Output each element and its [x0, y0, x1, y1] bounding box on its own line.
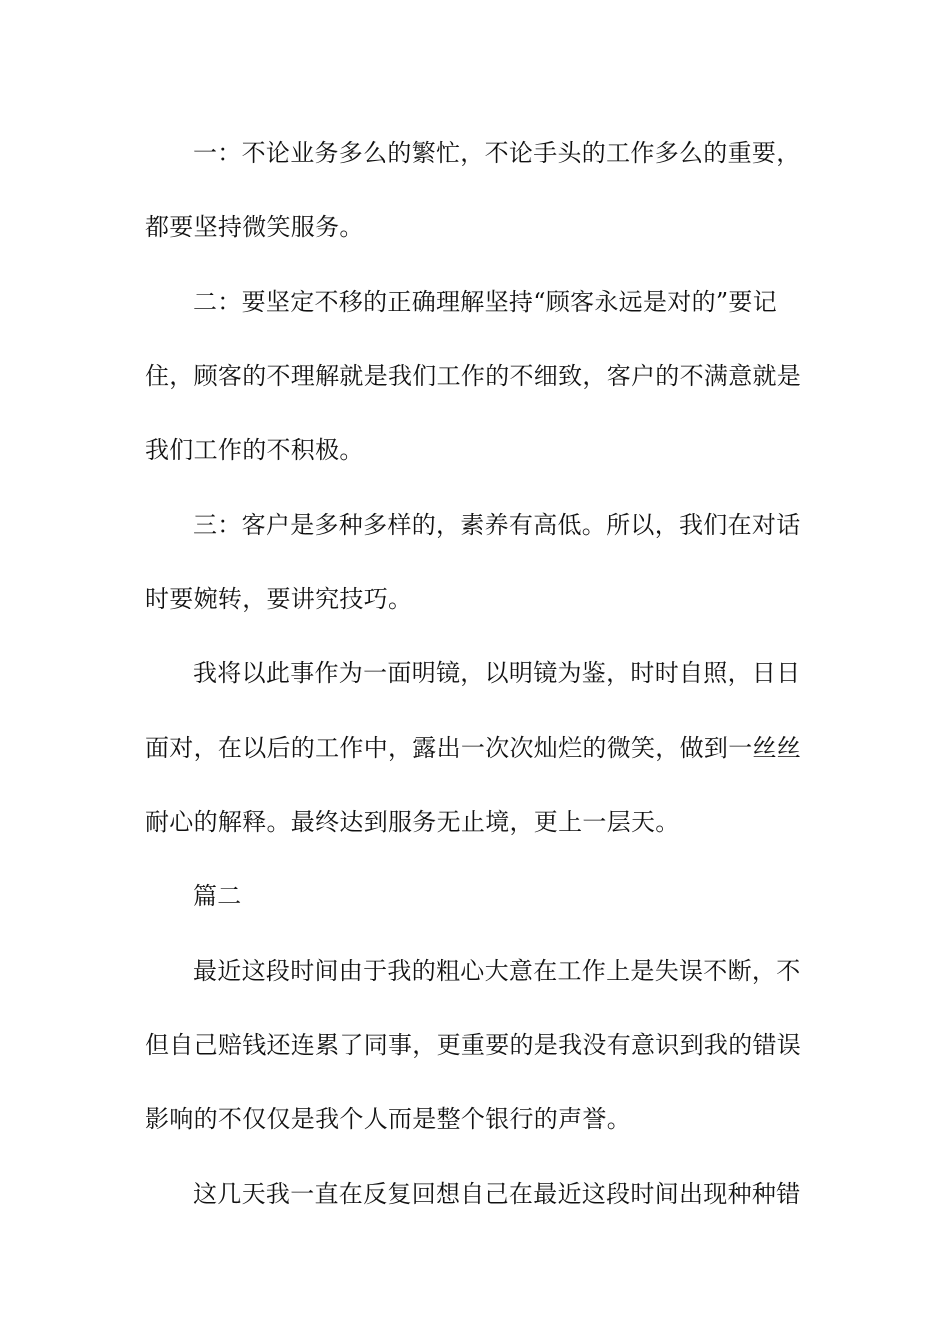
text-line: 三：客户是多种多样的，素养有高低。所以，我们在对话	[193, 511, 801, 539]
text-line: 我将以此事作为一面明镜，以明镜为鉴，时时自照，日日	[193, 659, 801, 687]
text-line: 这几天我一直在反复回想自己在最近这段时间出现种种错	[193, 1180, 801, 1208]
text-line: 我们工作的不积极。	[145, 436, 364, 464]
text-line: 都要坚持微笑服务。	[145, 213, 364, 241]
section-heading: 篇二	[193, 882, 242, 910]
text-line: 影响的不仅仅是我个人而是整个银行的声誉。	[145, 1105, 631, 1133]
text-line: 一：不论业务多么的繁忙，不论手头的工作多么的重要，	[193, 139, 801, 167]
text-line: 最近这段时间由于我的粗心大意在工作上是失误不断，不	[193, 957, 801, 985]
text-line: 但自己赔钱还连累了同事，更重要的是我没有意识到我的错误	[145, 1031, 802, 1059]
text-line: 时要婉转，要讲究技巧。	[145, 585, 413, 613]
text-line: 二：要坚定不移的正确理解坚持“顾客永远是对的”要记	[193, 288, 778, 316]
text-line: 耐心的解释。最终达到服务无止境，更上一层天。	[145, 808, 680, 836]
text-line: 住，顾客的不理解就是我们工作的不细致，客户的不满意就是	[145, 362, 802, 390]
text-line: 面对，在以后的工作中，露出一次次灿烂的微笑，做到一丝丝	[145, 734, 802, 762]
